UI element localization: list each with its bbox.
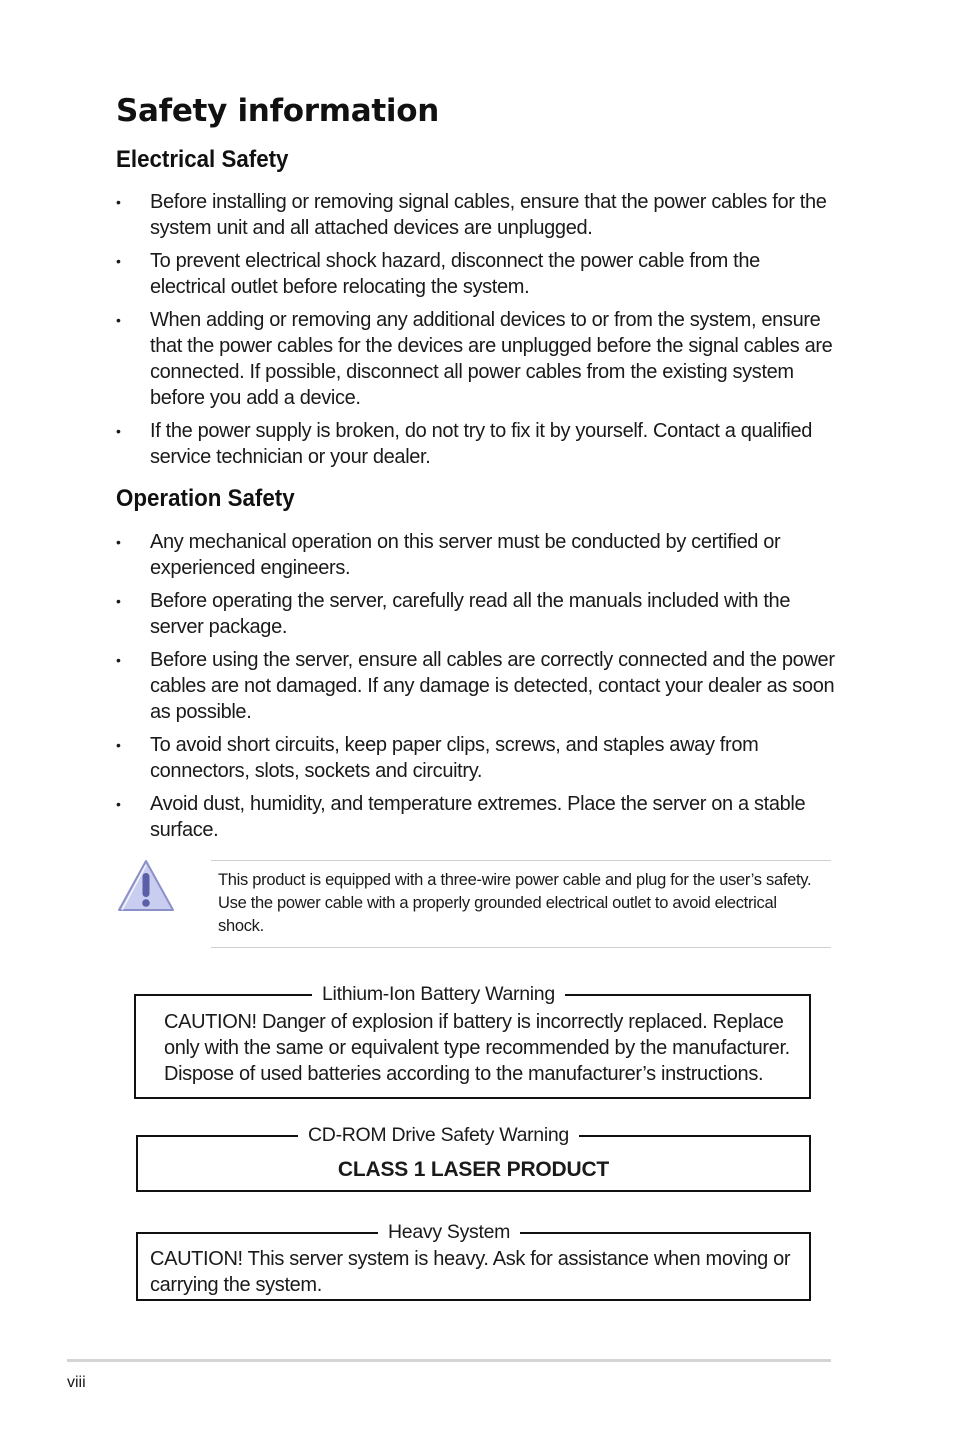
heavy-system-box (136, 1221, 811, 1301)
bullet-icon: • (116, 423, 121, 439)
bullet-icon: • (116, 534, 121, 550)
bullet-icon: • (116, 796, 121, 812)
heavy-system-title: Heavy System (378, 1218, 520, 1246)
bullet-icon: • (116, 194, 121, 210)
bullet-icon: • (116, 312, 121, 328)
note-text: This product is equipped with a three-wire power cable and plug for the user’s safety. Use the power cable with a properly grounded electrical outlet to avoid electrical shock. (218, 871, 812, 935)
bullet-icon: • (116, 652, 121, 668)
bullet-icon: • (116, 253, 121, 269)
cdrom-warning-title: CD-ROM Drive Safety Warning (298, 1121, 579, 1149)
list-item: • If the power supply is broken, do not try to fix it by yourself. Contact a qualified service technician or your dealer. (116, 420, 813, 468)
list-item: • To avoid short circuits, keep paper clips, screws, and staples away from connectors, slots, sockets and circuitry. (116, 734, 759, 782)
cdrom-warning-text: CLASS 1 LASER PRODUCT (337, 1158, 610, 1181)
heavy-system-text: CAUTION! This server system is heavy. Ask for assistance when moving or carrying the system. (150, 1248, 791, 1296)
page-title: Safety information (116, 93, 439, 129)
operation-safety-list (116, 529, 836, 850)
battery-warning-box (134, 983, 811, 1099)
warning-triangle-icon (116, 857, 176, 915)
operation-safety-heading: Operation Safety (116, 485, 295, 512)
list-item: • Before operating the server, carefully read all the manuals included with the server package. (116, 590, 791, 638)
list-item: • To prevent electrical shock hazard, disconnect the power cable from the electrical outlet before relocating the system. (116, 250, 760, 298)
list-item: • When adding or removing any additional devices to or from the system, ensure that the power cables for the devices are unplugged before the signal cables are connected. If possible, disconnect all power cables from the existing system before you add a device. (116, 309, 833, 409)
bullet-icon: • (116, 737, 121, 753)
page-number: viii (67, 1374, 86, 1391)
footer-divider (67, 1359, 831, 1362)
electrical-safety-list (116, 189, 836, 477)
warning-mark-dot (142, 899, 150, 907)
cdrom-warning-box (136, 1124, 811, 1192)
electrical-safety-heading: Electrical Safety (116, 146, 289, 173)
list-item: • Before using the server, ensure all cables are correctly connected and the power cables are not damaged. If any damage is detected, contact your dealer as soon as possible. (116, 649, 835, 723)
battery-warning-text: CAUTION! Danger of explosion if battery is incorrectly replaced. Replace only with the same or equivalent type recommended by the manufacturer. Dispose of used batteries according to the manufacturer’s instructions. (164, 1011, 790, 1085)
battery-warning-title: Lithium-Ion Battery Warning (312, 980, 565, 1008)
warning-mark-bar (143, 873, 150, 897)
list-item: • Any mechanical operation on this server must be conducted by certified or experienced engineers. (116, 531, 781, 579)
note-callout (211, 860, 831, 948)
bullet-icon: • (116, 593, 121, 609)
list-item: • Before installing or removing signal cables, ensure that the power cables for the system unit and all attached devices are unplugged. (116, 191, 827, 239)
list-item: • Avoid dust, humidity, and temperature extremes. Place the server on a stable surface. (116, 793, 806, 841)
